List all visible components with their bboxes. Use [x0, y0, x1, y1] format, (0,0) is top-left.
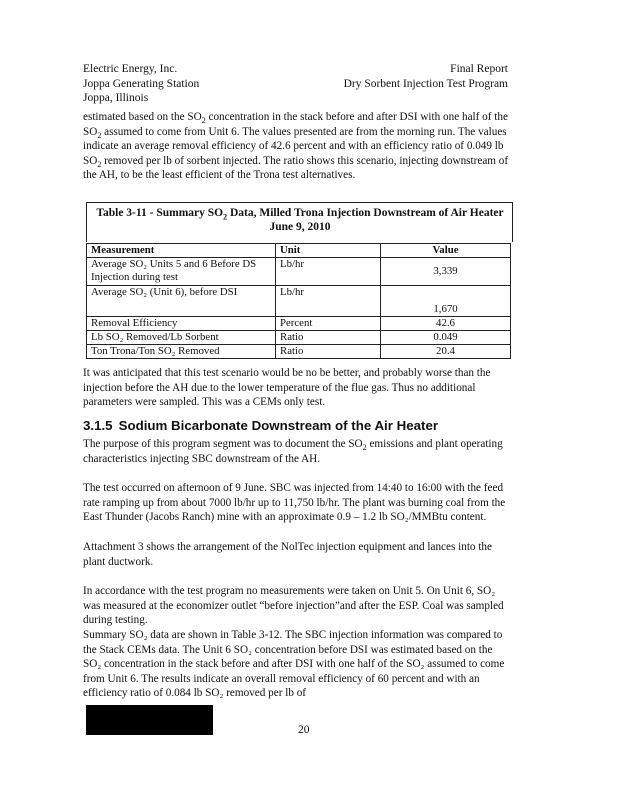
col-unit: Unit	[276, 244, 381, 258]
cell-value: 1,670	[381, 286, 511, 317]
cell-measurement: Ton Trona/Ton SO₂ Removed	[87, 345, 276, 359]
cell-unit: Ratio	[276, 345, 381, 359]
col-value: Value	[381, 244, 511, 258]
table-header-row	[87, 244, 511, 258]
cell-measurement: Removal Efficiency	[87, 317, 276, 331]
section-title: Sodium Bicarbonate Downstream of the Air Heater	[118, 418, 439, 433]
cell-value: 42.6	[381, 317, 511, 331]
company-name: Electric Energy, Inc.	[83, 63, 178, 75]
para-after-table: It was anticipated that this test scenario would be no be better, and probably worse than the injection before the AH due to the lower temperature of the flue gas. Thus no additional parameters were sampled. This was a CEMs only test.	[83, 367, 491, 409]
cell-unit: Lb/hr	[276, 286, 381, 317]
station-location: Joppa, Illinois	[83, 92, 149, 104]
report-title: Dry Sorbent Injection Test Program	[343, 77, 508, 90]
table-date: June 9, 2010	[269, 221, 331, 233]
paragraph-purpose: The purpose of this program segment was to document the $SO_2$ emissions and plant operating characteristics injecting SBC downstream of the AH.	[83, 438, 503, 465]
paragraph-summary: Summary SO₂ data are shown in Table 3-12. The SBC injection information was compared to the Stack CEMs data. The Unit 6 SO₂ concentration before DSI was estimated based on the SO₂ concentration in the stack before and after DSI with one half of the SO₂ assumed to come from Unit 6. The results indicate an overall removal efficiency of 60 percent and with an efficiency ratio of 0.084 lb SO₂ removed per lb of	[83, 629, 505, 700]
report-type: Final Report	[450, 63, 508, 75]
table-row	[87, 345, 511, 359]
paragraph-measurements: In accordance with the test program no measurements were taken on Unit 5. On Unit 6, SO₂ was measured at the economizer outlet “before injection”and after the ESP. Coal was sampled during testing.	[83, 585, 504, 627]
cell-unit: Ratio	[276, 331, 381, 345]
table-row	[87, 258, 511, 286]
intro-paragraph: estimated based on the $SO_2$ concentration in the stack before and after DSI with one half of the $SO_2$ assumed to come from Unit 6. The values presented are from the morning run. The values indicate an average removal efficiency of 42.6 percent and with an efficiency ratio of 0.049 lb $SO_2$ removed per lb of sorbent injected. The ratio shows this scenario, injecting downstream of the AH, to be the least efficient of the Trona test alternatives.	[83, 111, 509, 182]
section-heading	[83, 418, 438, 433]
summary-table	[86, 243, 511, 359]
redaction-box	[86, 705, 213, 735]
paragraph-test: The test occurred on afternoon of 9 June. SBC was injected from 14:40 to 16:00 with the feed rate ramping up from about 7000 lb/hr up to 11,750 lb/hr. The plant was burning coal from the East Thunder (Jacobs Ranch) mine with an approximate 0.9 – 1.2 lb SO₂/MMBtu content.	[83, 482, 506, 524]
header-left	[83, 62, 199, 106]
cell-unit: Lb/hr	[276, 258, 381, 286]
col-measurement: Measurement	[87, 244, 276, 258]
paragraph-attachment: Attachment 3 shows the arrangement of the NolTec injection equipment and lances into the plant ductwork.	[83, 541, 492, 568]
table-caption: Table 3-11 - Summary $SO_2$ Data, Milled Trona Injection Downstream of Air Heater June 9, 2010	[96, 207, 504, 233]
table-row	[87, 286, 511, 317]
cell-value: 20.4	[381, 345, 511, 359]
header-right	[344, 62, 508, 91]
section-number: 3.1.5	[83, 418, 113, 433]
table-row	[87, 331, 511, 345]
page-number: 20	[298, 724, 310, 736]
cell-measurement: Average SO₂ Units 5 and 6 Before DS Injection during test	[87, 258, 276, 286]
station-name: Joppa Generating Station	[83, 77, 200, 90]
cell-measurement: Average SO₂ (Unit 6), before DSI	[87, 286, 276, 317]
cell-value: 3,339	[381, 258, 511, 286]
cell-value: 0.049	[381, 331, 511, 345]
cell-unit: Percent	[276, 317, 381, 331]
table-row	[87, 317, 511, 331]
cell-measurement: Lb SO₂ Removed/Lb Sorbent	[87, 331, 276, 345]
